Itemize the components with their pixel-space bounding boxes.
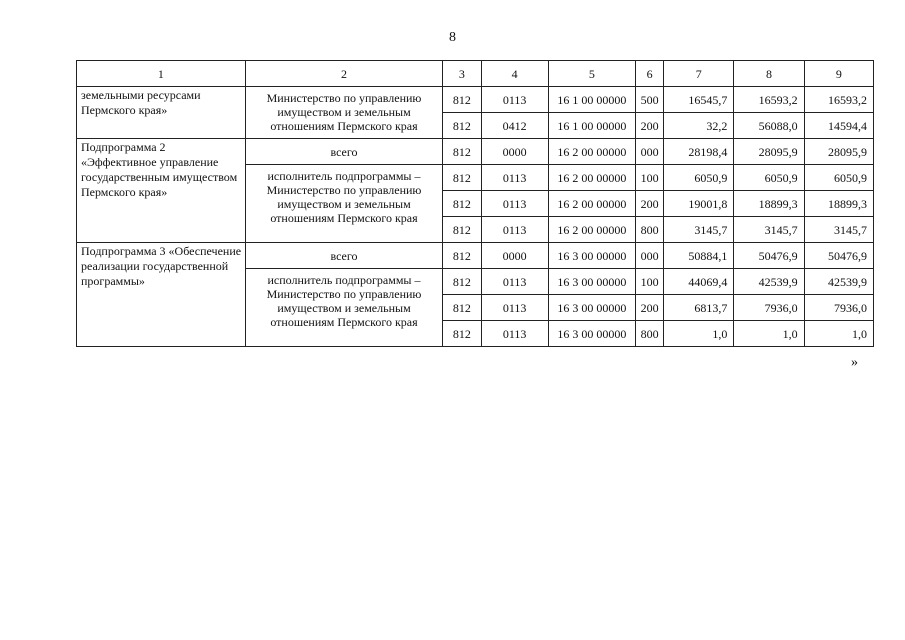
value-cell-c5: 16 3 00 00000	[548, 295, 635, 321]
header-cell: 3	[443, 61, 481, 87]
value-cell-c6: 200	[636, 191, 664, 217]
header-cell: 5	[548, 61, 635, 87]
value-cell-c7: 19001,8	[664, 191, 734, 217]
value-cell-c7: 44069,4	[664, 269, 734, 295]
value-cell-c3: 812	[443, 191, 481, 217]
value-cell-c5: 16 1 00 00000	[548, 87, 635, 113]
executor-cell: всего	[245, 243, 443, 269]
budget-table	[76, 60, 874, 347]
value-cell-c4: 0113	[481, 87, 548, 113]
header-cell: 7	[664, 61, 734, 87]
value-cell-c8: 16593,2	[734, 87, 804, 113]
value-cell-c5: 16 3 00 00000	[548, 269, 635, 295]
value-cell-c3: 812	[443, 87, 481, 113]
table-row	[77, 139, 874, 165]
value-cell-c4: 0113	[481, 295, 548, 321]
header-cell: 4	[481, 61, 548, 87]
header-cell: 1	[77, 61, 246, 87]
value-cell-c8: 28095,9	[734, 139, 804, 165]
executor-cell: Министерство по управлению имуществом и земельным отношениям Пермского края	[245, 87, 443, 139]
value-cell-c3: 812	[443, 243, 481, 269]
value-cell-c3: 812	[443, 217, 481, 243]
value-cell-c4: 0000	[481, 139, 548, 165]
value-cell-c4: 0113	[481, 217, 548, 243]
executor-cell: всего	[245, 139, 443, 165]
table-row	[77, 87, 874, 113]
value-cell-c5: 16 3 00 00000	[548, 243, 635, 269]
value-cell-c5: 16 2 00 00000	[548, 191, 635, 217]
value-cell-c7: 3145,7	[664, 217, 734, 243]
page-number: 8	[449, 30, 456, 45]
value-cell-c5: 16 2 00 00000	[548, 139, 635, 165]
value-cell-c4: 0000	[481, 243, 548, 269]
value-cell-c6: 200	[636, 113, 664, 139]
value-cell-c9: 6050,9	[804, 165, 873, 191]
value-cell-c5: 16 2 00 00000	[548, 165, 635, 191]
value-cell-c9: 3145,7	[804, 217, 873, 243]
value-cell-c3: 812	[443, 113, 481, 139]
program-description-cell: земельными ресурсами Пермского края»	[77, 87, 246, 139]
value-cell-c5: 16 1 00 00000	[548, 113, 635, 139]
value-cell-c4: 0113	[481, 165, 548, 191]
value-cell-c6: 000	[636, 243, 664, 269]
value-cell-c7: 1,0	[664, 321, 734, 347]
value-cell-c8: 3145,7	[734, 217, 804, 243]
value-cell-c6: 100	[636, 165, 664, 191]
value-cell-c9: 28095,9	[804, 139, 873, 165]
value-cell-c6: 500	[636, 87, 664, 113]
value-cell-c4: 0113	[481, 191, 548, 217]
value-cell-c3: 812	[443, 295, 481, 321]
value-cell-c7: 16545,7	[664, 87, 734, 113]
value-cell-c3: 812	[443, 321, 481, 347]
value-cell-c9: 7936,0	[804, 295, 873, 321]
value-cell-c6: 800	[636, 321, 664, 347]
value-cell-c5: 16 3 00 00000	[548, 321, 635, 347]
value-cell-c8: 7936,0	[734, 295, 804, 321]
program-description-cell: Подпрограмма 2 «Эффективное управление государственным имуществом Пермского края»	[77, 139, 246, 243]
value-cell-c9: 16593,2	[804, 87, 873, 113]
value-cell-c7: 28198,4	[664, 139, 734, 165]
executor-cell: исполнитель подпрограммы – Министерство по управлению имуществом и земельным отношениям Пермского края	[245, 269, 443, 347]
program-description-cell: Подпрограмма 3 «Обеспечение реализации государственной программы»	[77, 243, 246, 347]
value-cell-c8: 18899,3	[734, 191, 804, 217]
header-cell: 2	[245, 61, 443, 87]
closing-quote: »	[851, 355, 858, 370]
value-cell-c3: 812	[443, 165, 481, 191]
table-body	[77, 61, 874, 347]
value-cell-c4: 0113	[481, 321, 548, 347]
table-row	[77, 243, 874, 269]
header-cell: 9	[804, 61, 873, 87]
value-cell-c7: 6813,7	[664, 295, 734, 321]
value-cell-c9: 42539,9	[804, 269, 873, 295]
value-cell-c4: 0113	[481, 269, 548, 295]
value-cell-c3: 812	[443, 269, 481, 295]
value-cell-c8: 42539,9	[734, 269, 804, 295]
value-cell-c7: 6050,9	[664, 165, 734, 191]
value-cell-c9: 50476,9	[804, 243, 873, 269]
value-cell-c6: 100	[636, 269, 664, 295]
value-cell-c8: 56088,0	[734, 113, 804, 139]
value-cell-c8: 1,0	[734, 321, 804, 347]
value-cell-c6: 200	[636, 295, 664, 321]
value-cell-c6: 800	[636, 217, 664, 243]
header-cell: 6	[636, 61, 664, 87]
value-cell-c3: 812	[443, 139, 481, 165]
value-cell-c6: 000	[636, 139, 664, 165]
value-cell-c8: 6050,9	[734, 165, 804, 191]
header-cell: 8	[734, 61, 804, 87]
value-cell-c9: 18899,3	[804, 191, 873, 217]
value-cell-c4: 0412	[481, 113, 548, 139]
value-cell-c8: 50476,9	[734, 243, 804, 269]
value-cell-c7: 50884,1	[664, 243, 734, 269]
header-row	[77, 61, 874, 87]
value-cell-c5: 16 2 00 00000	[548, 217, 635, 243]
executor-cell: исполнитель подпрограммы – Министерство по управлению имуществом и земельным отношениям Пермского края	[245, 165, 443, 243]
value-cell-c9: 1,0	[804, 321, 873, 347]
value-cell-c7: 32,2	[664, 113, 734, 139]
value-cell-c9: 14594,4	[804, 113, 873, 139]
